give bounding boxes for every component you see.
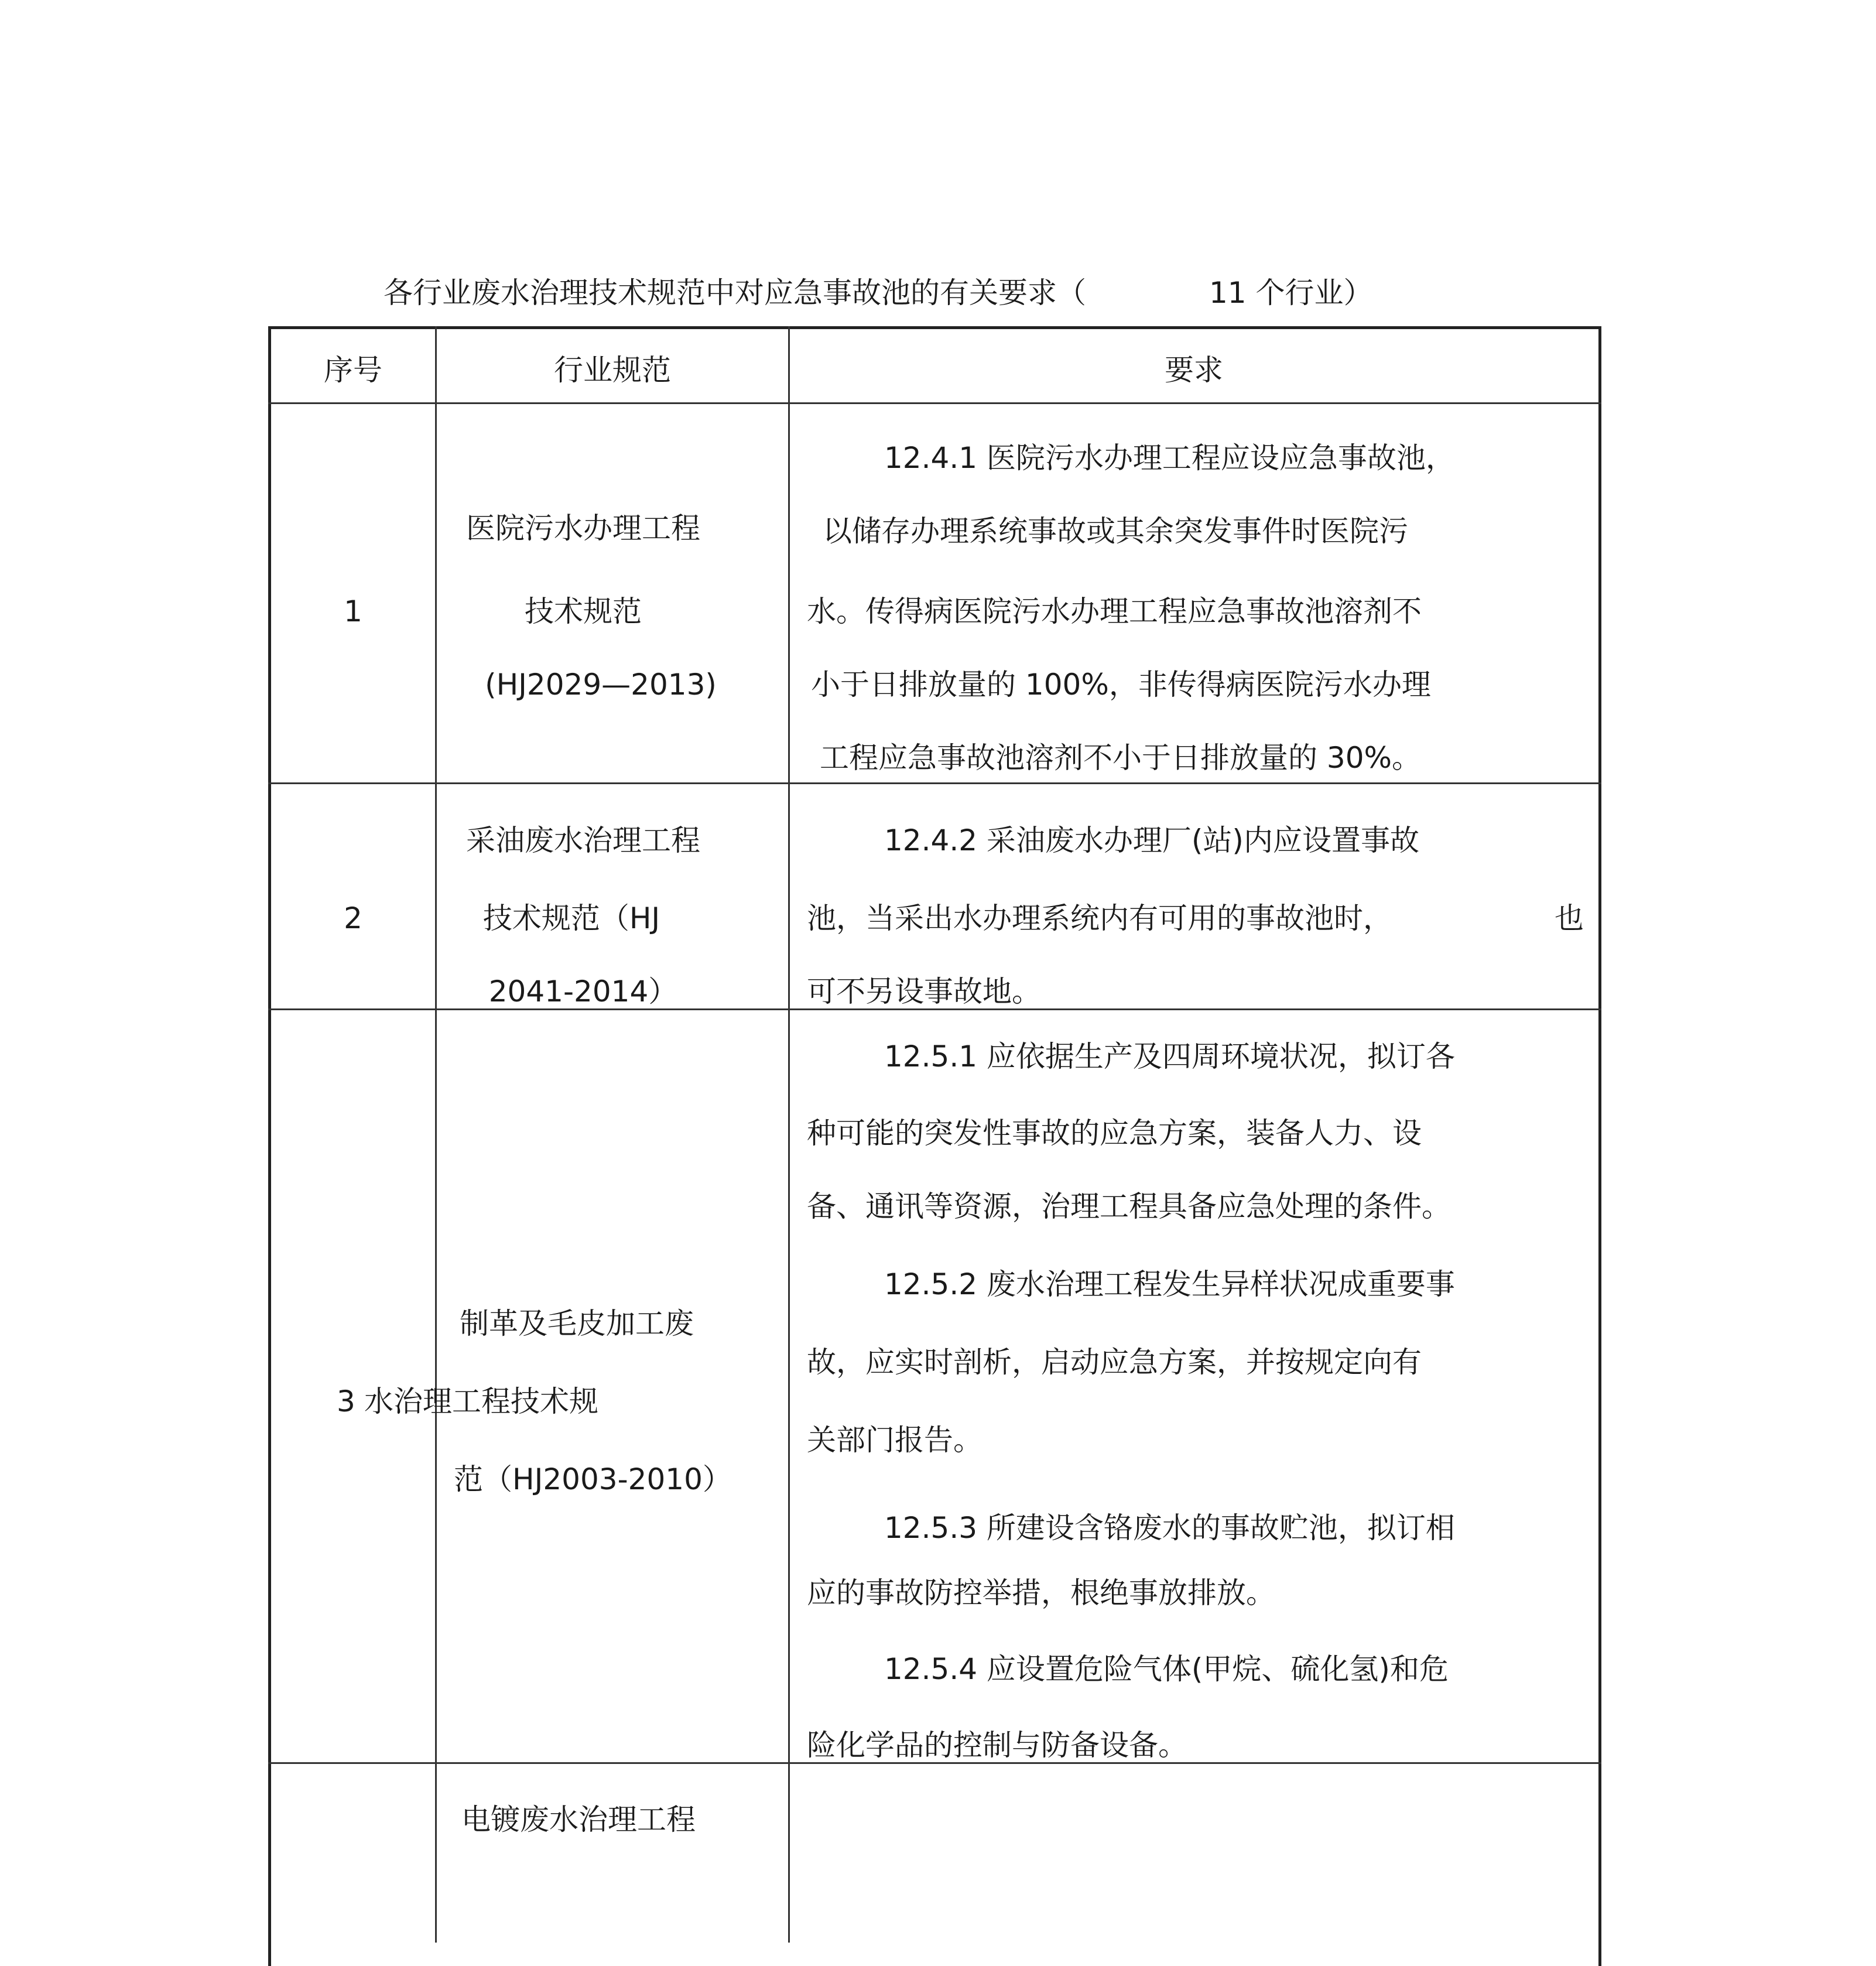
- column-divider: [788, 326, 790, 1943]
- row-3-requirement-line: 故，应实时剖析，启动应急方案，并按规定向有: [807, 1345, 1422, 1379]
- row-3-requirement-line: 12.5.3 所建设含铬废水的事故贮池，拟订相: [884, 1511, 1455, 1545]
- page-title: [384, 272, 1496, 313]
- row-1-standard-line: 技术规范: [525, 594, 642, 628]
- row-4-standard-line: 电镀废水治理工程: [461, 1803, 696, 1837]
- row-1-standard-line: 医院污水办理工程: [466, 511, 700, 545]
- row-3-requirement-line: 种可能的突发性事故的应急方案，装备人力、设: [807, 1116, 1422, 1150]
- header-requirement: 要求: [1165, 353, 1223, 387]
- row-divider: [268, 782, 1601, 784]
- title-main: 各行业废水治理技术规范中对应急事故池的有关要求（: [384, 276, 1086, 310]
- row-2-standard-line: 2041-2014）: [488, 975, 678, 1008]
- row-3-requirement-line: 12.5.1 应依据生产及四周环境状况，拟订各: [884, 1040, 1455, 1073]
- row-1-requirement-line: 工程应急事故池溶剂不小于日排放量的 30%。: [820, 741, 1422, 775]
- row-3-requirement-line: 12.5.4 应设置危险气体(甲烷、硫化氢)和危: [884, 1652, 1449, 1686]
- row-2-requirement-line: 也: [1555, 901, 1584, 935]
- row-1-no: 1: [344, 594, 362, 628]
- row-3-requirement-line: 12.5.2 废水治理工程发生异样状况成重要事: [884, 1267, 1455, 1301]
- header-standard: 行业规范: [554, 353, 671, 387]
- row-3-requirement-line: 应的事故防控举措，根绝事放排放。: [807, 1576, 1275, 1610]
- header-no: 序号: [324, 353, 382, 387]
- row-divider: [268, 402, 1601, 404]
- title-count: 11 个行业）: [1209, 276, 1373, 310]
- row-2-standard-line: 技术规范（HJ: [482, 901, 660, 935]
- row-3-requirement-line: 关部门报告。: [807, 1423, 982, 1457]
- row-2-requirement-line: 可不另设事故地。: [807, 975, 1041, 1008]
- row-1-standard-line: (HJ2029—2013): [485, 668, 717, 702]
- row-1-requirement-line: 水。传得病医院污水办理工程应急事故池溶剂不: [807, 594, 1422, 628]
- row-3-standard-line: 范（HJ2003-2010）: [454, 1462, 732, 1496]
- row-2-standard-line: 采油废水治理工程: [466, 823, 700, 857]
- row-2-requirement-line: 12.4.2 采油废水办理厂(站)内应设置事故: [884, 823, 1419, 857]
- row-3-standard-line: 水治理工程技术规: [364, 1384, 598, 1418]
- row-3-requirement-line: 备、通讯等资源，治理工程具备应急处理的条件。: [807, 1189, 1451, 1223]
- row-2-requirement-line: 池，当采出水办理系统内有可用的事故池时，: [807, 901, 1392, 935]
- row-3-no: 3: [337, 1384, 355, 1418]
- row-3-standard-line: 制革及毛皮加工废: [460, 1307, 694, 1341]
- column-divider: [435, 326, 437, 1943]
- row-2-no: 2: [344, 901, 362, 935]
- row-3-requirement-line: 险化学品的控制与防备设备。: [807, 1728, 1187, 1762]
- row-1-requirement-line: 小于日排放量的 100%，非传得病医院污水办理: [811, 668, 1431, 702]
- row-1-requirement-line: 以储存办理系统事故或其余突发事件时医院污: [823, 514, 1408, 548]
- row-1-requirement-line: 12.4.1 医院污水办理工程应设应急事故池，: [884, 441, 1455, 475]
